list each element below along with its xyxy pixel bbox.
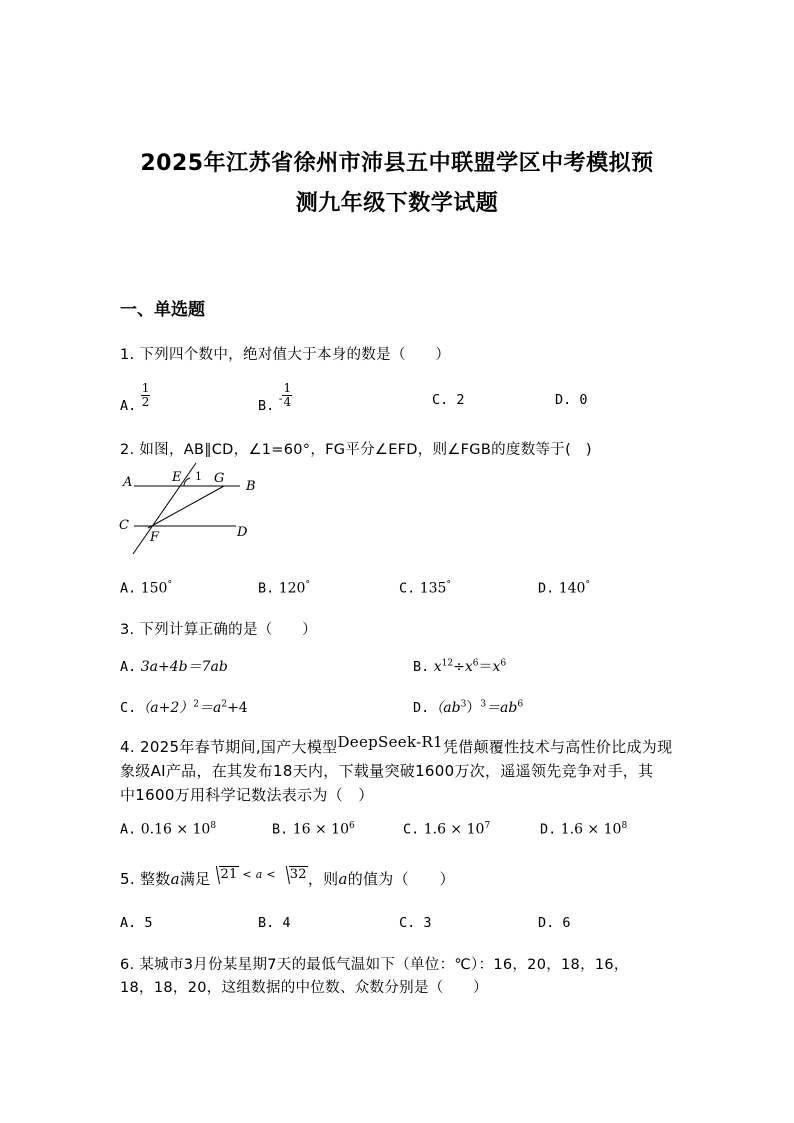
label-c: C bbox=[119, 518, 129, 533]
label-d: D bbox=[237, 525, 248, 540]
question-1-stem: 1. 下列四个数中，绝对值大于本身的数是（ ） bbox=[120, 347, 451, 363]
q2-option-b: B. 120° bbox=[258, 580, 310, 597]
parallel-lines-figure bbox=[118, 458, 258, 558]
q4-option-a: A. $0.16 \times 10^8$ bbox=[120, 821, 217, 838]
q3-option-b: B. $x^{12}\div x^6=x^6$ bbox=[413, 658, 507, 675]
q1-option-b-fraction: $\frac{1}{4}$ bbox=[283, 381, 292, 409]
question-5-stem: 5. 整数a满足 21 $^{< a <}$ 32，则a的值为（ ） bbox=[120, 867, 455, 888]
transversal-ef bbox=[133, 463, 196, 554]
bisector-fg bbox=[148, 486, 224, 528]
q4-option-b: B. $16 \times 10^6$ bbox=[272, 821, 355, 838]
q1-option-a bbox=[120, 381, 150, 414]
q3-option-c: $C.(a+2)^2=a^2+4$ bbox=[120, 699, 248, 716]
question-3-stem: 3. 下列计算正确的是（ ） bbox=[120, 622, 317, 638]
question-4-line-3: 中1600万用科学记数法表示为（ ） bbox=[120, 786, 374, 804]
q4-option-c: C. $1.6 \times 10^7$ bbox=[403, 821, 491, 838]
q4-option-d: D. $1.6 \times 10^8$ bbox=[540, 821, 628, 838]
label-a: A bbox=[123, 475, 133, 490]
q1-option-a-fraction: $\frac{1}{2}$ bbox=[141, 381, 150, 409]
q1-option-b: B. - $\frac{1}{4}$ bbox=[258, 381, 292, 414]
section-heading: 一、单选题 bbox=[120, 300, 205, 320]
q5-option-a: A. 5 bbox=[120, 915, 153, 931]
q1-option-b-label: B. bbox=[258, 397, 275, 414]
q2-option-a: A. 150° bbox=[120, 580, 172, 597]
label-angle-1: 1 bbox=[195, 470, 202, 483]
q3-option-a: A. 3a+4b＝7ab bbox=[120, 659, 228, 675]
q3-option-d: $D.(ab^3)^3=ab^6$ bbox=[413, 699, 524, 716]
title-line-2: 测九年级下数学试题 bbox=[295, 191, 499, 216]
q1-option-c: C. 2 bbox=[432, 392, 465, 408]
q5-option-c: C. 3 bbox=[399, 915, 432, 931]
label-e: E bbox=[172, 470, 182, 485]
sqrt-32: 32 bbox=[289, 867, 307, 882]
sqrt-21: 21 bbox=[220, 867, 238, 882]
q2-option-d: D. 140° bbox=[538, 580, 590, 597]
q1-option-d: D. 0 bbox=[555, 392, 588, 408]
label-b: B bbox=[246, 479, 256, 494]
q2-option-c: C. 135° bbox=[399, 580, 451, 597]
question-4-line-1: 4. 2025年春节期间,国产大模型DeepSeek-R1凭借颠覆性技术与高性价比成为现 bbox=[120, 733, 673, 756]
q1-option-a-label: A. bbox=[120, 397, 137, 414]
question-6-line-1: 6. 某城市3月份某星期7天的最低气温如下（单位：℃）：16，20，18，16， bbox=[120, 957, 629, 973]
question-2-stem: 2. 如图，AB∥CD，∠1=60°，FG平分∠EFD，则∠FGB的度数等于( ) bbox=[120, 442, 592, 458]
question-6-line-2: 18，18，20，这组数据的中位数、众数分别是（ ） bbox=[120, 980, 488, 996]
q5-option-d: D. 6 bbox=[538, 915, 571, 931]
label-f: F bbox=[150, 530, 160, 545]
title-line-1: 2025年江苏省徐州市沛县五中联盟学区中考模拟预 bbox=[140, 151, 654, 176]
label-g: G bbox=[214, 471, 225, 486]
question-4-line-2: 象级AI产品，在其发布18天内，下载量突破1600万次，遥遥领先竞争对手，其 bbox=[120, 762, 654, 780]
q5-option-b: B. 4 bbox=[258, 915, 291, 931]
